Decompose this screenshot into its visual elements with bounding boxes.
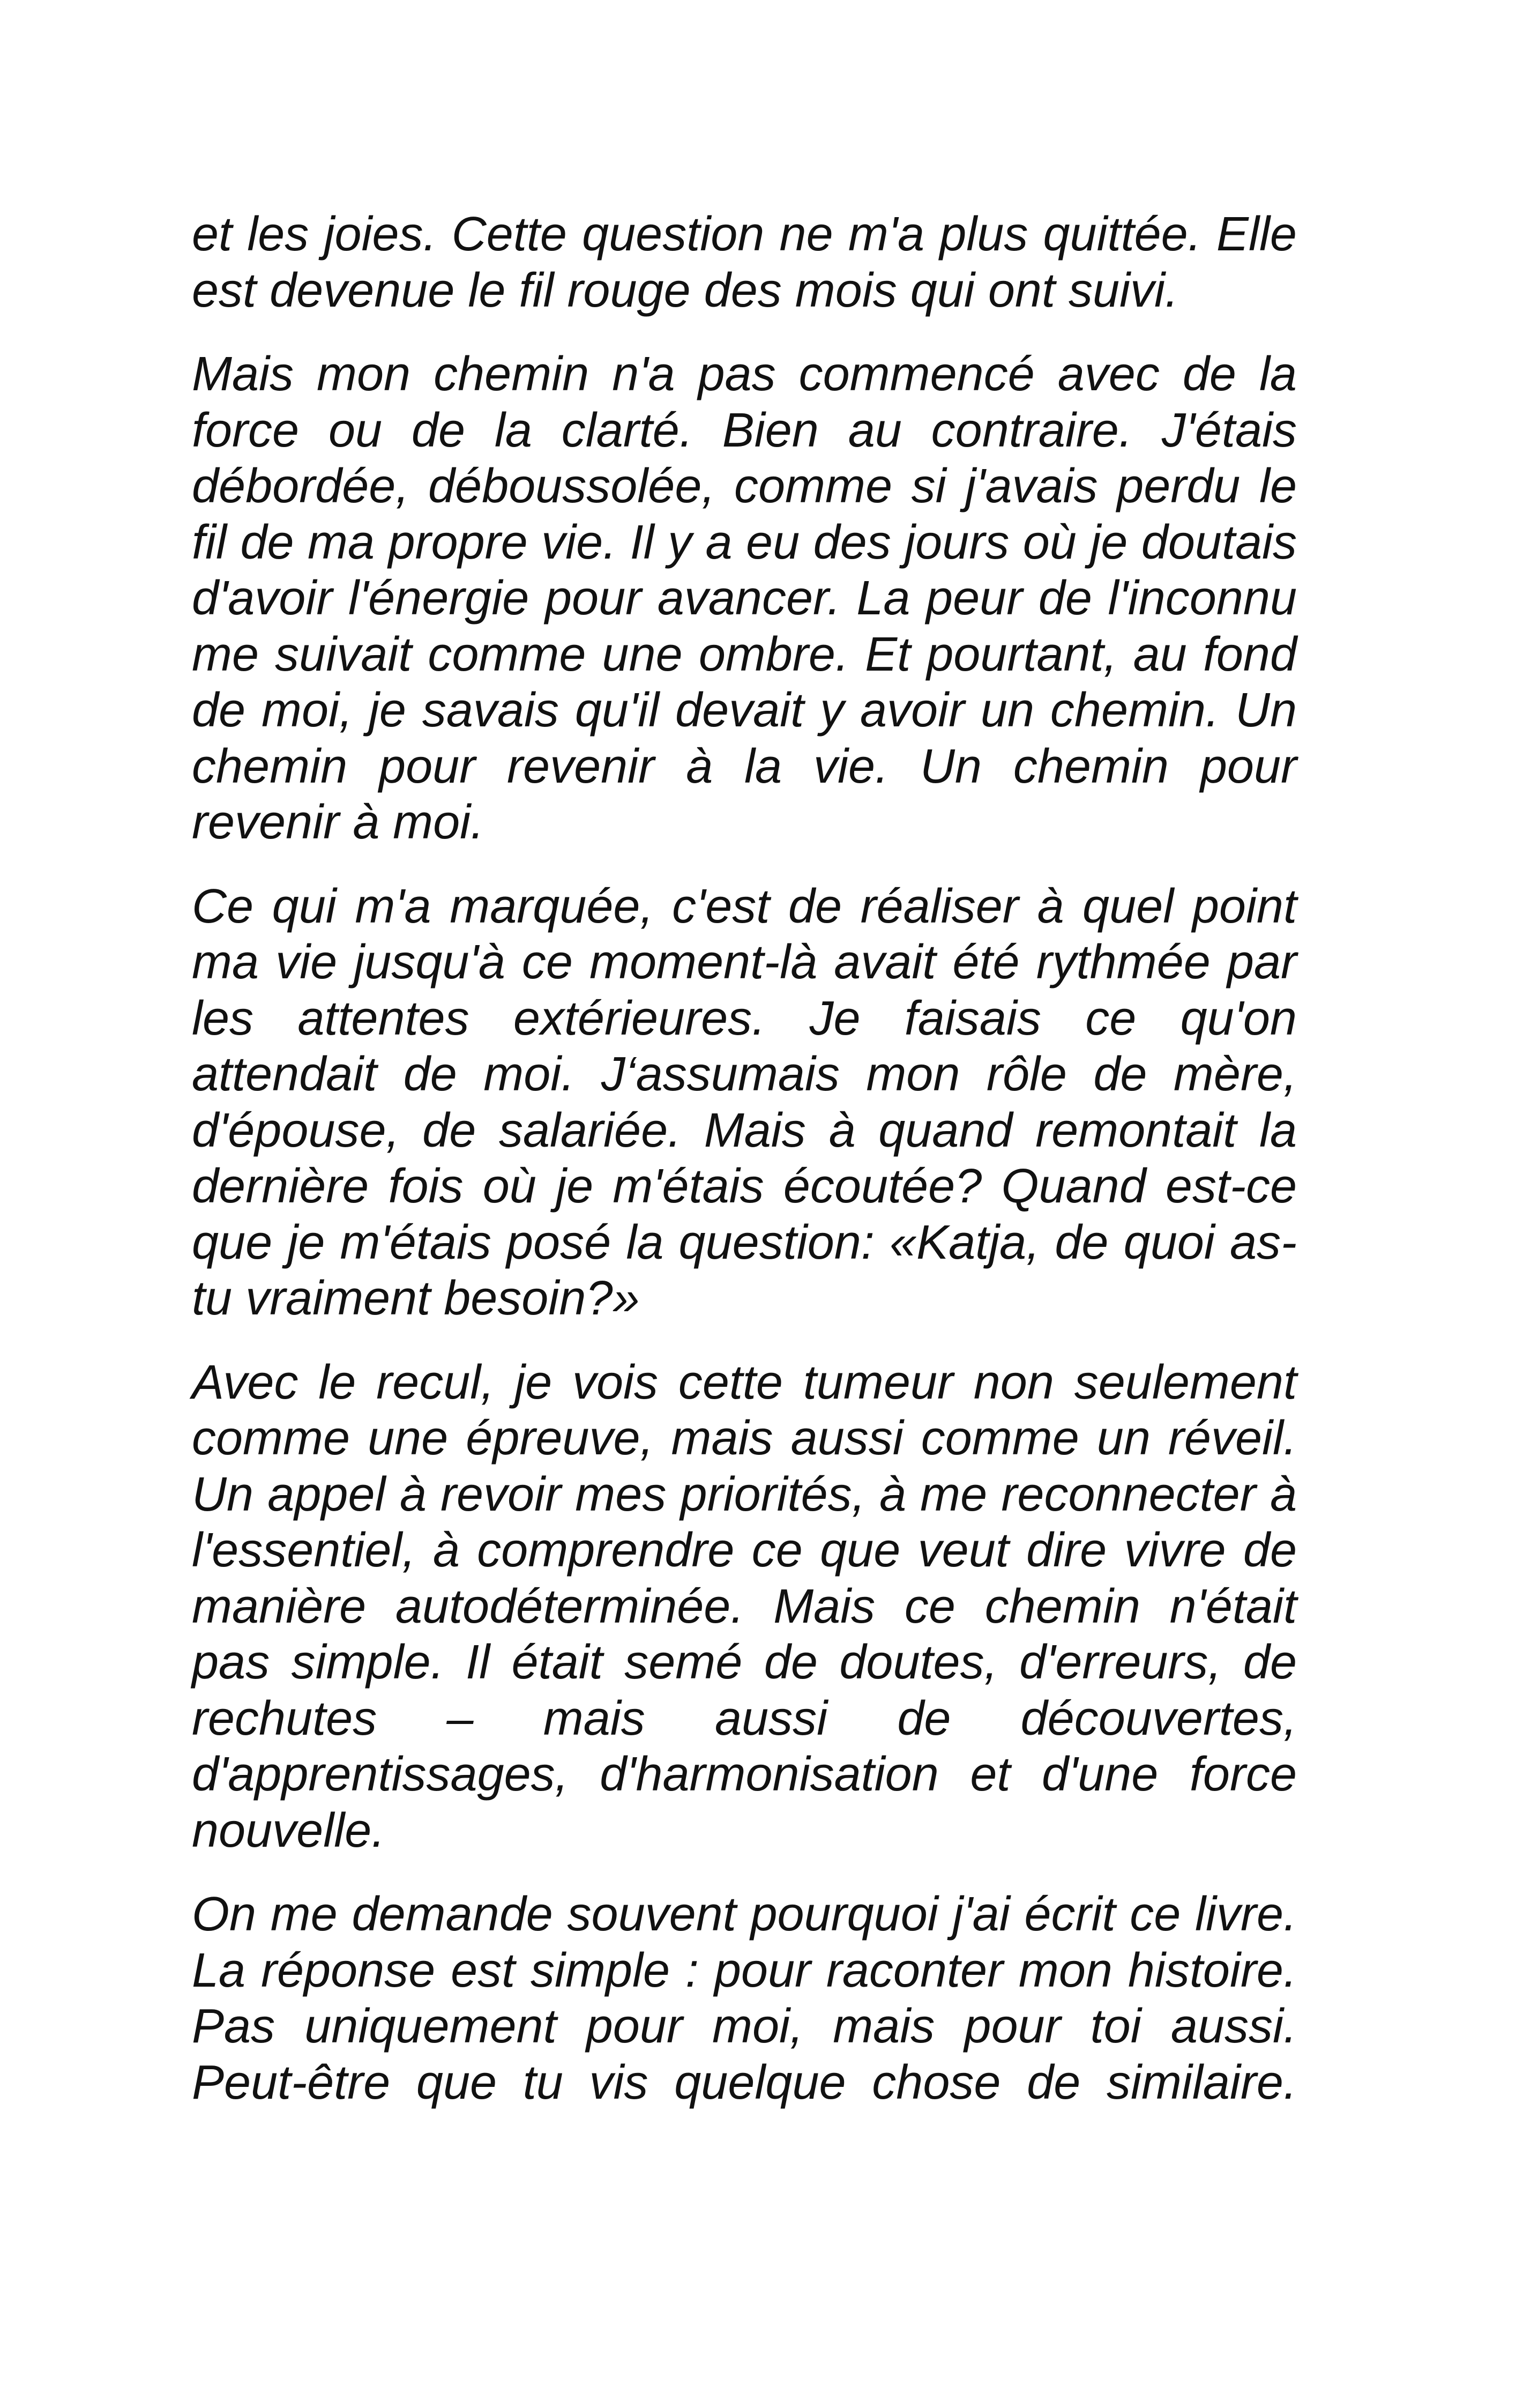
paragraph-2: Mais mon chemin n'a pas commencé avec de la force ou de la clarté. Bien au contraire. J'étais débordée, déboussolée, comme si j'avais perdu le fil de ma propre vie. Il y a eu des jours où je doutais d'avoir l'énergie pour avancer. La peur de l'inconnu me suivait comme une ombre. Et pourtant, au fond de moi, je savais qu'il devait y avoir un chemin. Un chemin pour revenir à la vie. Un chemin pour revenir à moi. (192, 347, 1297, 849)
paragraph-3: Ce qui m'a marquée, c'est de réaliser à quel point ma vie jusqu'à ce moment-là avait été rythmée par les attentes extérieures. Je faisais ce qu'on attendait de moi. J‘assumais mon rôle de mère, d'épouse, de salariée. Mais à quand remontait la dernière fois où je m'étais écoutée? Quand est-ce que je m'étais posé la question: «Katja, de quoi as-tu vraiment besoin?» (192, 879, 1297, 1325)
paragraph-4: Avec le recul, je vois cette tumeur non seulement comme une épreuve, mais aussi comme un réveil. Un appel à revoir mes priorités, à me reconnecter à l'essentiel, à comprendre ce que veut dire vivre de manière autodéterminée. Mais ce chemin n'était pas simple. Il était semé de doutes, d'erreurs, de rechutes – mais aussi de découvertes, d'apprentissages, d'harmonisation et d'une force nouvelle. (192, 1355, 1297, 1857)
paragraph-1: et les joies. Cette question ne m'a plus quittée. Elle est devenue le fil rouge des mois qui ont suivi. (192, 207, 1297, 317)
body-text (192, 206, 1297, 2138)
paragraph-5: On me demande souvent pourquoi j'ai écrit ce livre. La réponse est simple : pour raconter mon histoire. Pas uniquement pour moi, mais pour toi aussi. Peut-être que tu vis quelque chose de similaire. (192, 1887, 1297, 2109)
